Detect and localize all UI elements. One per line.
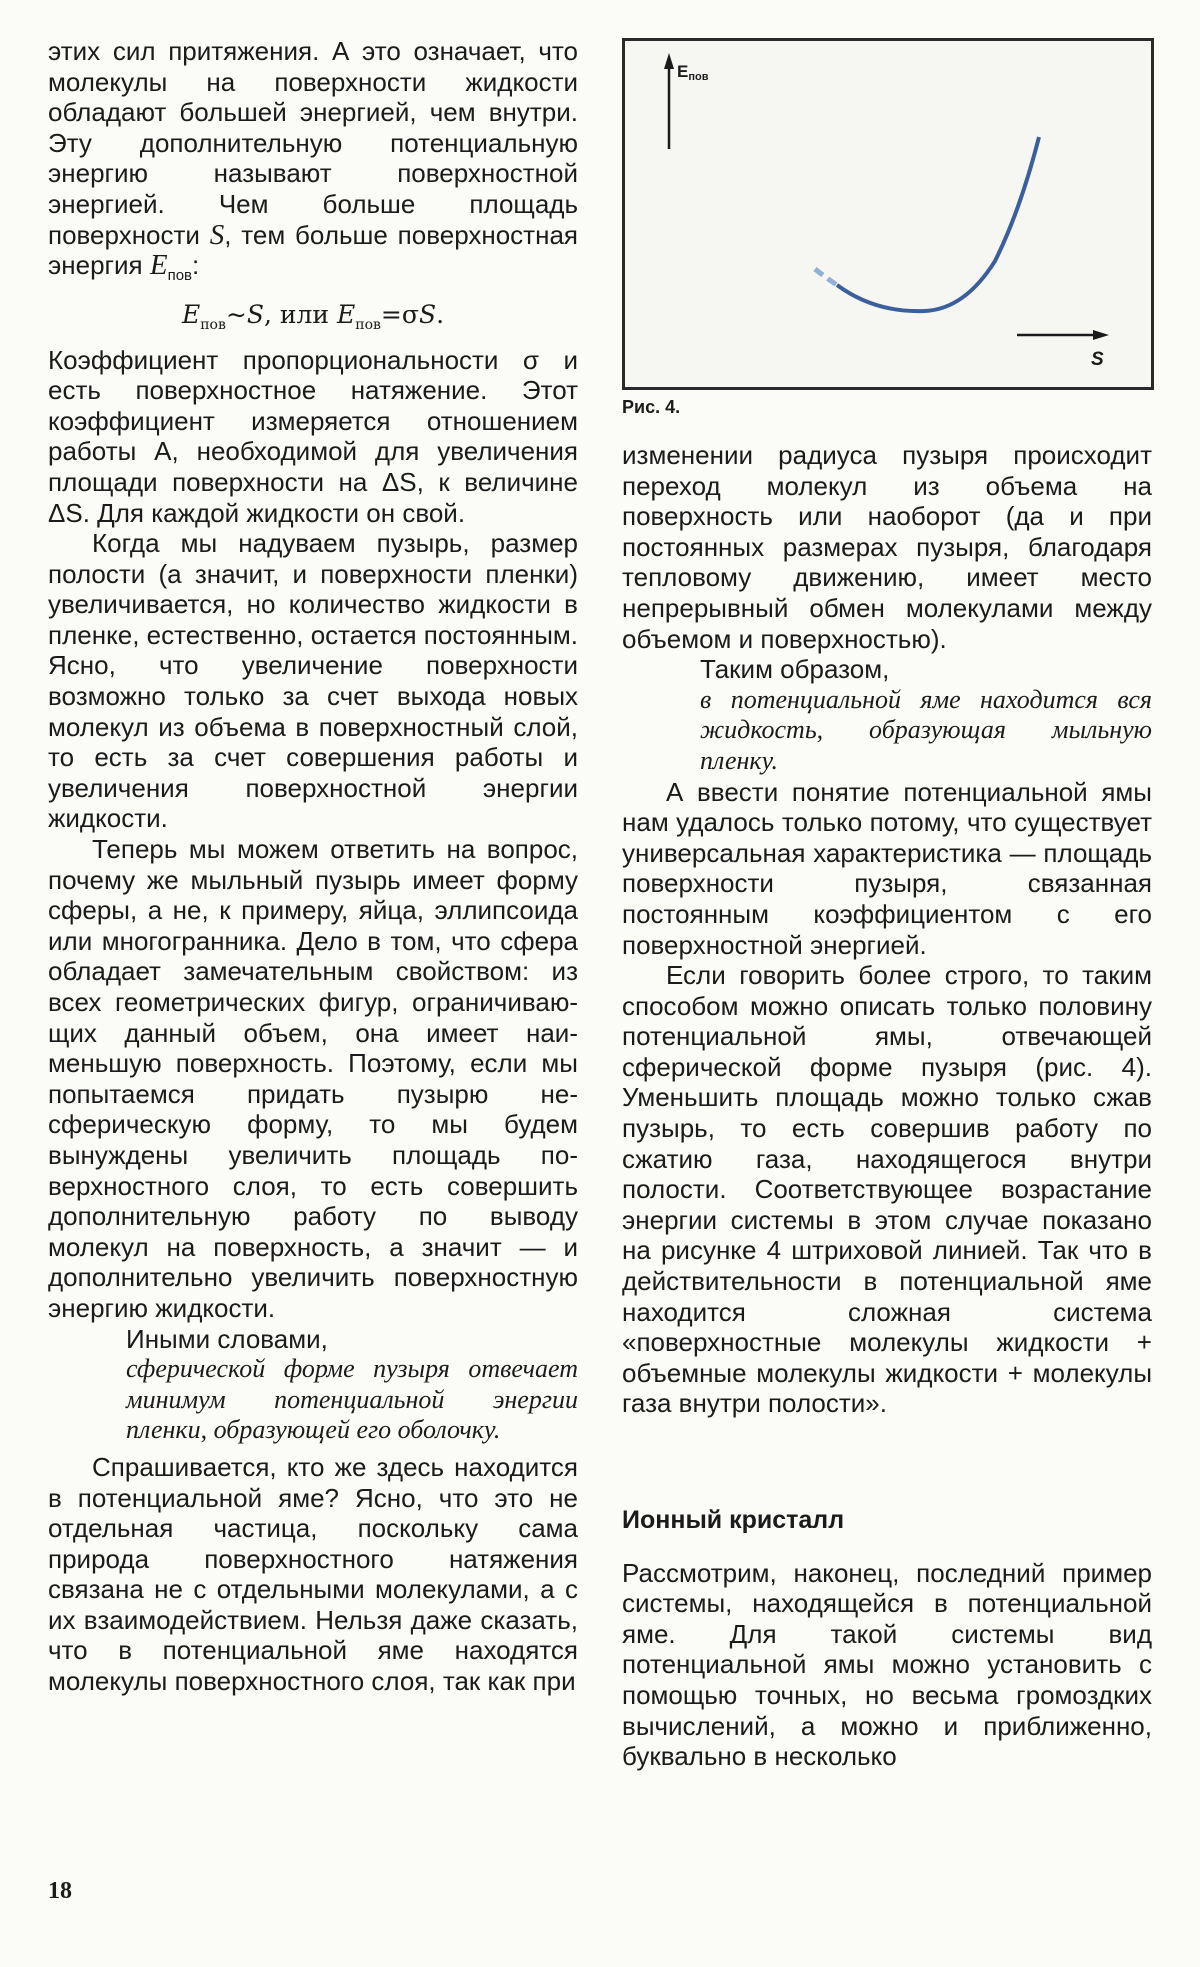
note-lead: Таким образом, (700, 654, 890, 685)
paragraph: изменении радиуса пузыря происходит переход молекул из объема на поверхность или наоборот (да и при постоянных размерах пузыря, благодаря тепловому движению, имеет место непрерывный обмен молекулами между объемом и поверхностью). (622, 440, 1152, 654)
energy-surface-graph (625, 41, 1151, 387)
paragraph: этих сил притяжения. А это означает, что молекулы на поверхности жидкости обладают большей энергией, чем внутри. Эту дополнительную потенциальную энергию называют поверхностной энергией. Чем больше площадь поверхности S, тем больше поверхностная энергия $E_{пов}$: (48, 36, 578, 285)
paragraph: Когда мы надуваем пузырь, размер полости (а значит, и поверхности пленки) увеличивается, но количество жидкости в пленке, естественно, остается постоянным. Ясно, что увеличение поверхности возможно только за счет выхода новых молекул из объема в поверхностный слой, то есть за счет совершения работы и увеличения поверхностной энергии жидкости. (48, 528, 578, 834)
paragraph: Спрашивается, кто же здесь находится в потенциальной яме? Ясно, что это не отдельная частица, поскольку сама природа поверхностного натяжения связана не с отдельными молекулами, а с их взаимодействием. Нельзя даже сказать, что в потенциальной яме находятся молекулы поверхностного слоя, так как при (48, 1451, 578, 1697)
dashed-curve (815, 269, 837, 285)
formula: $E_{пов}\sim S$, или $E_{пов}=\sigma S$. (181, 299, 445, 333)
y-axis-arrow-icon (664, 53, 674, 69)
energy-curve (837, 137, 1039, 311)
figure-caption: Рис. 4. (622, 397, 681, 417)
y-axis-label: Eпов (677, 62, 709, 83)
x-axis-label: S (1091, 349, 1104, 370)
highlight-note (700, 654, 1152, 776)
note-text: сферической форме пузыря отвечает минимум потенциальной энергии пленки, образующей его оболочку. (126, 1354, 578, 1445)
paragraph: Если говорить более строго, то таким способом можно описать только половину потенциальной ямы, отвечающей сферической форме пузыря (рис. 4). Уменьшить площадь можно только сжав пузырь, то есть совершив работу по сжатию газа, находящегося внутри полости. Соответствующее возрастание энергии системы в этом случае показано на рисунке 4 штриховой линией. Так что в действительности в потенциальной яме находится сложная система «поверхностные молекулы жидкости + объемные молекулы жидкости + молекулы газа внутри полости». (622, 960, 1152, 1419)
highlight-note (126, 1324, 578, 1446)
paragraph: Теперь мы можем ответить на вопрос, почему же мыльный пузырь имеет форму сферы, а не, к примеру, яйца, эллипсоида или многогранника. Дело в том, что сфера обладает замечательным свойством: из всех геометрических фигур, ограничивающих данный объем, она имеет наименьшую поверхность. Поэтому, если мы попытаемся придать пузырю несферическую форму, то мы будем вынуждены увеличить площадь поверхностного слоя, то есть совершить дополнительную работу по выводу молекул на поверхность, а значит — и дополнительно увеличить поверхностную энергию жидкости. (48, 834, 578, 1323)
paragraph: Рассмотрим, наконец, последний пример системы, находящейся в потенциальной яме. Для такой системы вид потенциальной ямы можно установить с помощью точных, но весьма громоздких вычислений, а можно и приближенно, буквально в несколько (622, 1557, 1152, 1772)
page-number: 18 (48, 1878, 72, 1904)
note-lead: Иными словами, (126, 1323, 328, 1354)
right-column (622, 440, 1152, 1772)
note-text: в потенциальной яме находится вся жидкость, образующая мыльную пленку. (700, 684, 1152, 775)
left-column (48, 36, 578, 1697)
x-axis-arrow-icon (1093, 330, 1109, 340)
section-title: Ионный кристалл (622, 1506, 845, 1534)
figure-4 (622, 38, 1154, 390)
paragraph: Коэффициент пропорциональности σ и есть поверхностное натяжение. Этот коэффициент измеряется отношением работы A, необходимой для увеличения площади поверхности на ΔS, к величине ΔS. Для каждой жидкости он свой. (48, 344, 578, 528)
paragraph: А ввести понятие потенциальной ямы нам удалось только потому, что существует универсальная характеристика — площадь поверхности пузыря, связанная постоянным коэффициентом с его поверхностной энергией. (622, 776, 1152, 960)
